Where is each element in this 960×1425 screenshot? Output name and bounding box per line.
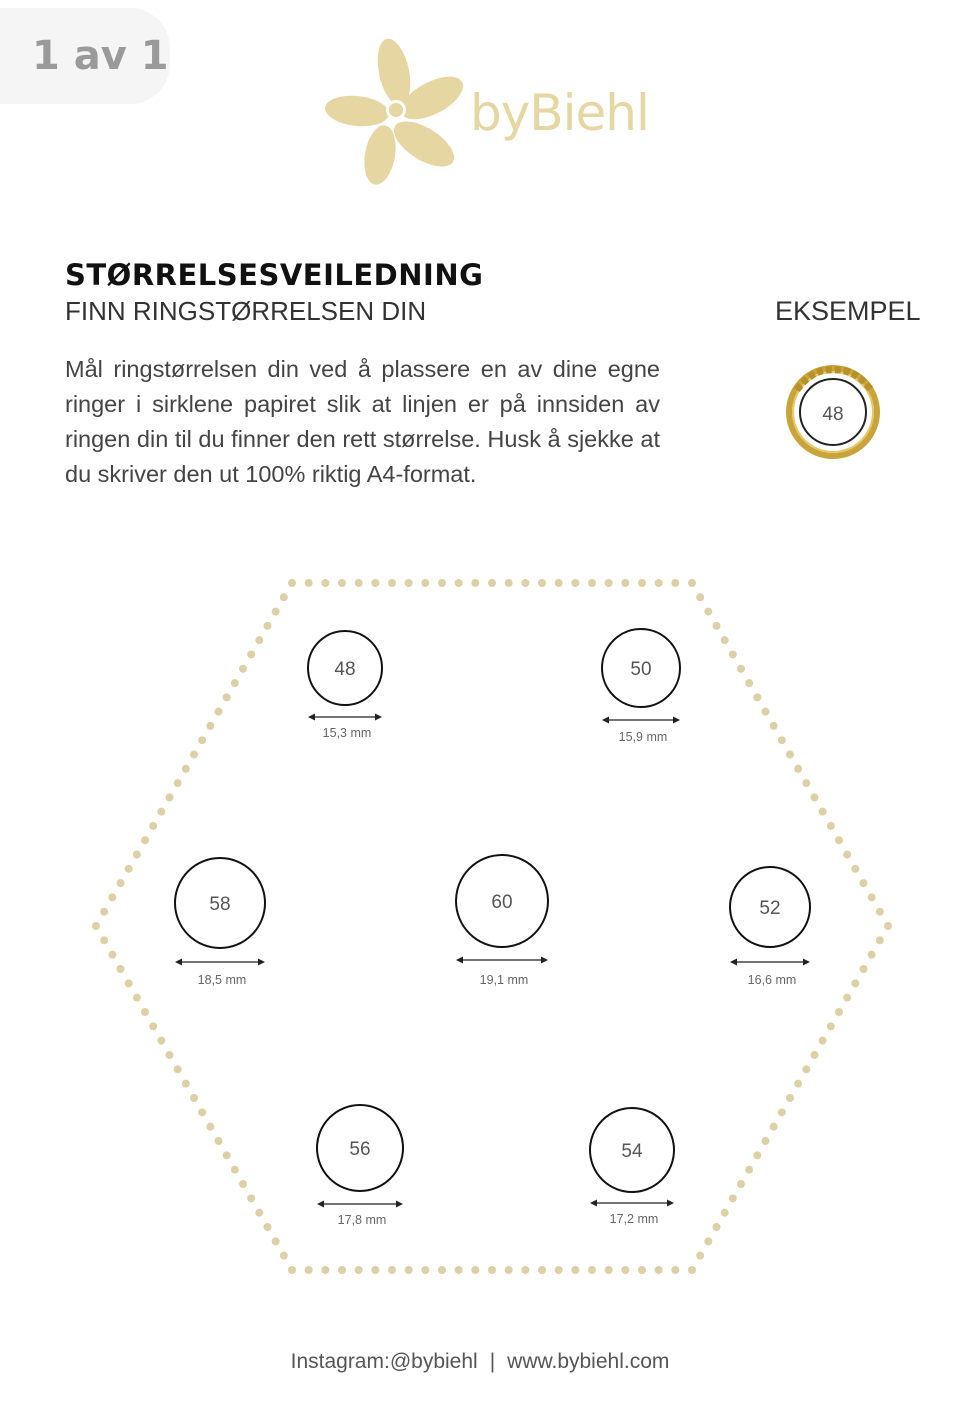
ring-diameter-label: 15,3 mm	[322, 726, 372, 740]
ring-size-60	[456, 855, 548, 987]
brand-name: byBiehl	[470, 84, 649, 142]
footer	[0, 1350, 960, 1374]
page-indicator: 1 av 1	[0, 8, 170, 104]
ring-size-48	[308, 631, 382, 740]
ring-size-label: 60	[491, 892, 513, 913]
ring-size-52	[730, 867, 810, 987]
arrow-head	[175, 959, 182, 966]
footer-separator: |	[489, 1350, 496, 1373]
arrow-head	[730, 959, 737, 966]
instagram-handle: Instagram:@bybiehl	[290, 1350, 478, 1373]
ring-diameter-label: 17,2 mm	[609, 1212, 659, 1226]
ring-size-label: 48	[334, 659, 356, 680]
arrow-head	[396, 1201, 403, 1208]
ring-size-56	[317, 1105, 403, 1227]
arrow-head	[456, 957, 463, 964]
ring-diameter-label: 16,6 mm	[747, 973, 797, 987]
website-link[interactable]: www.bybiehl.com	[507, 1350, 670, 1373]
arrow-head	[590, 1200, 597, 1207]
example-label: EKSEMPEL	[775, 296, 921, 326]
ring-diameter-label: 15,9 mm	[618, 730, 668, 744]
page-title: STØRRELSESVEILEDNING	[65, 258, 484, 292]
arrow-head	[308, 714, 315, 721]
arrow-head	[667, 1200, 674, 1207]
ring-size-label: 56	[349, 1139, 371, 1160]
ring-diameter-label: 17,8 mm	[337, 1213, 387, 1227]
ring-size-58	[175, 858, 265, 987]
hexagon-dotted-border	[92, 579, 892, 1274]
ring-diameter-label: 18,5 mm	[197, 973, 247, 987]
ring-diameter-label: 19,1 mm	[479, 973, 529, 987]
arrow-head	[803, 959, 810, 966]
ring-size-label: 50	[630, 659, 652, 680]
arrow-head	[673, 717, 680, 724]
instructions-text: Mål ringstørrelsen din ved å plassere en av dine egne ringer i sirklene papiret slik at linjen er på innsiden av ringen din til du finner den rett størrelse. Husk å sjekke at du skriver den ut 100% riktig A4-format.	[65, 356, 660, 487]
ring-size-54	[590, 1108, 674, 1226]
page-subtitle: FINN RINGSTØRRELSEN DIN	[65, 296, 427, 326]
arrow-head	[541, 957, 548, 964]
ring-size-50	[602, 629, 680, 744]
arrow-head	[258, 959, 265, 966]
ring-size-label: 52	[759, 898, 781, 919]
example-size-label: 48	[822, 404, 844, 425]
arrow-head	[375, 714, 382, 721]
ring-size-label: 54	[621, 1141, 643, 1162]
arrow-head	[317, 1201, 324, 1208]
arrow-head	[602, 717, 609, 724]
ring-size-label: 58	[209, 894, 231, 915]
